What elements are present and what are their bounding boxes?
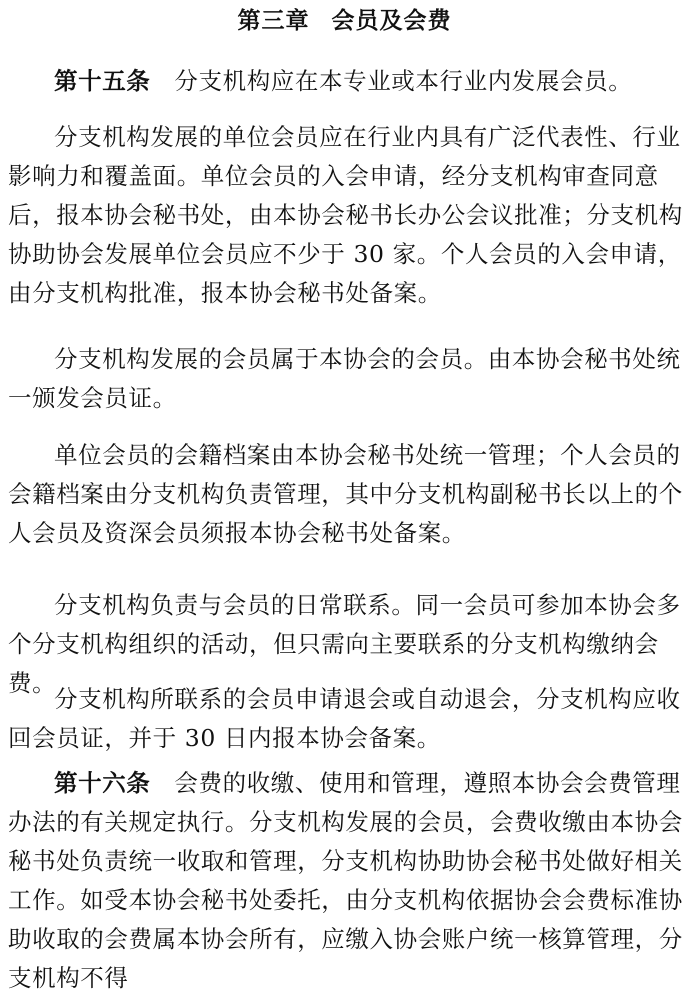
membership-unit-paragraph [8,118,684,313]
membership-records-paragraph [8,436,684,553]
paragraph-text: 分支机构发展的单位会员应在行业内具有广泛代表性、行业影响力和覆盖面。单位会员的入会申请，经分支机构审查同意后，报本协会秘书处，由本协会秘书长办公会议批准；分支机构协助协会发展单位会员应不少于 30 家。个人会员的入会申请，由分支机构批准，报本协会秘书处备案。 [8,123,683,307]
article-16-paragraph [8,764,684,998]
paragraph-text: 分支机构应在本专业或本行业内发展会员。 [174,67,633,95]
paragraph-text: 分支机构负责与会员的日常联系。同一会员可参加本协会多个分支机构组织的活动，但只需向主要联系的分支机构缴纳会费。 [8,591,681,697]
member-withdrawal-paragraph [8,680,684,758]
paragraph-text: 分支机构发展的会员属于本协会的会员。由本协会秘书处统一颁发会员证。 [8,345,681,412]
article-15-paragraph [8,62,684,101]
article-number: 第十五条 [54,67,151,95]
article-number: 第十六条 [54,769,151,797]
chapter-number: 第三章 [237,7,310,34]
paragraph-text: 分支机构所联系的会员申请退会或自动退会，分支机构应收回会员证，并于 30 日内报本协会备案。 [8,685,681,752]
membership-belonging-paragraph [8,340,684,418]
chapter-title: 会员及会费 [331,7,452,34]
paragraph-text: 会费的收缴、使用和管理，遵照本协会会费管理办法的有关规定执行。分支机构发展的会员，会费收缴由本协会秘书处负责统一收取和管理，分支机构协助协会秘书处做好相关工作。如受本协会秘书处委托，由分支机构依据协会会费标准协助收取的会费属本协会所有，应缴入协会账户统一核算管理，分支机构不得 [8,769,683,992]
chapter-heading [0,6,689,36]
paragraph-text: 单位会员的会籍档案由本协会秘书处统一管理；个人会员的会籍档案由分支机构负责管理，其中分支机构副秘书长以上的个人会员及资深会员须报本协会秘书处备案。 [8,441,683,547]
